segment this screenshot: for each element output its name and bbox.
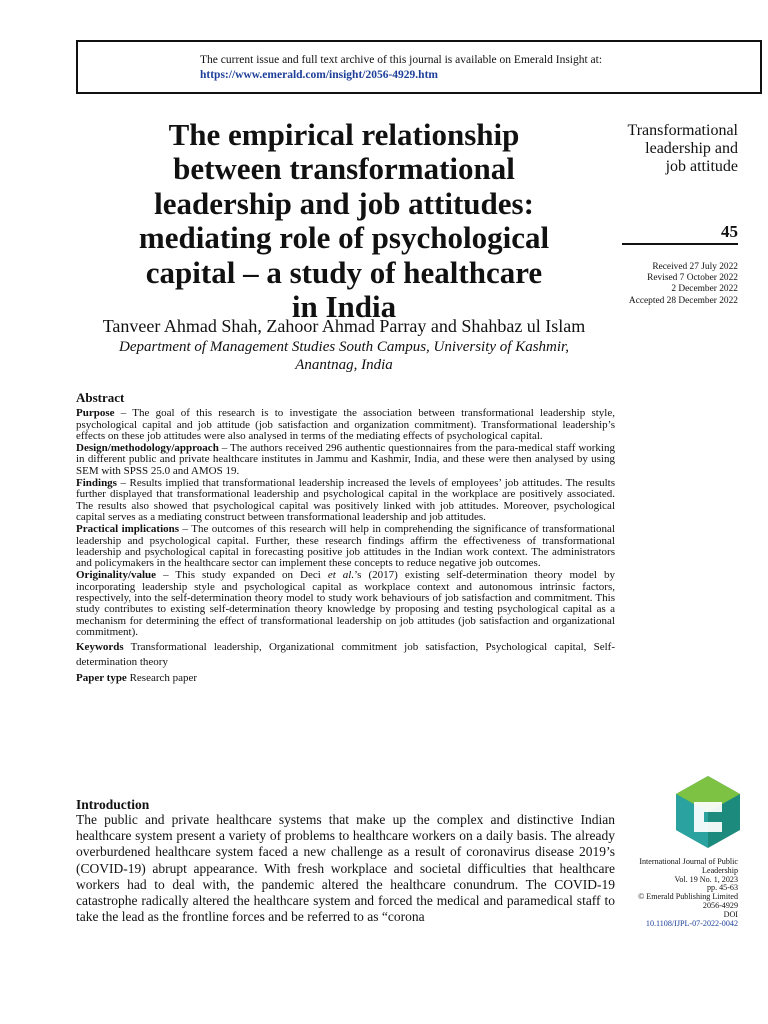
emerald-publishing-logo bbox=[676, 776, 740, 848]
abstract-heading: Abstract bbox=[76, 390, 125, 405]
running-title-line: Transformational bbox=[627, 122, 738, 139]
abstract-practical bbox=[76, 524, 615, 569]
date-line: 2 December 2022 bbox=[671, 284, 738, 295]
journal-info bbox=[638, 858, 738, 928]
findings-label: Findings bbox=[76, 477, 117, 490]
design-label: Design/methodology/approach bbox=[76, 442, 219, 455]
practical-text: – The outcomes of this research will help in comprehending the significance of transformational leadership and psychological capital. Further, these research findings affirm the effectiveness of transformational leadership and psychological capital in forecasting positive job attitudes in the Indian work context. The administrators and policymakers in the healthcare sector can implement these concepts to reduce negative job outcomes. bbox=[76, 523, 615, 570]
journal-line: pp. 45-63 bbox=[706, 883, 738, 893]
title-line: capital – a study of healthcare bbox=[145, 254, 543, 290]
affiliation-line: Anantnag, India bbox=[295, 357, 393, 373]
title-line: mediating role of psychological bbox=[138, 220, 550, 256]
running-title-line: job attitude bbox=[665, 158, 738, 175]
date-line: Received 27 July 2022 bbox=[652, 262, 738, 272]
doi-link[interactable]: 10.1108/IJPL-07-2022-0042 bbox=[645, 918, 738, 928]
originality-text: – This study expanded on Deci bbox=[156, 569, 328, 582]
journal-availability-box bbox=[76, 40, 762, 94]
keywords-text: Transformational leadership, Organizational commitment job satisfaction, Psychological capital, Self-determination theory bbox=[76, 641, 615, 669]
author-list: Tanveer Ahmad Shah, Zahoor Ahmad Parray and Shahbaz ul Islam bbox=[102, 316, 586, 336]
journal-line: 2056-4929 bbox=[702, 900, 738, 910]
margin-rule bbox=[622, 243, 738, 245]
title-line: in India bbox=[291, 289, 397, 325]
paper-type-label: Paper type bbox=[76, 672, 127, 685]
et-al: et al. bbox=[327, 569, 355, 582]
paper-type-text: Research paper bbox=[126, 672, 198, 685]
abstract-purpose bbox=[76, 408, 615, 442]
abstract-paper-type bbox=[76, 671, 615, 686]
affiliation-line: Department of Management Studies South Campus, University of Kashmir, bbox=[119, 339, 569, 355]
introduction-text: The public and private healthcare systems that make up the complex and distinctive Indian healthcare system present a variety of problems to healthcare workers on a daily basis. The already overburdened healthcare system faced a new challenge as a result of coronavirus disease 2019’s (COVID-19) abrupt appearance. With fresh workplace and societal difficulties that healthcare workers had to deal with, the pandemic altered the healthcare conundrum. The COVID-19 catastrophe radically altered the healthcare system and forced the medical and paramedical staff to take the lead as the frontline forces and be referred to as “corona bbox=[76, 812, 615, 925]
abstract-design bbox=[76, 443, 615, 477]
practical-label: Practical implications bbox=[76, 523, 180, 536]
received-dates bbox=[629, 262, 738, 307]
abstract-section bbox=[76, 392, 615, 687]
title-line: The empirical relationship bbox=[168, 117, 520, 152]
page-number: 45 bbox=[721, 222, 738, 241]
article-title bbox=[76, 118, 612, 324]
journal-line: Leadership bbox=[702, 865, 738, 875]
date-line: Accepted 28 December 2022 bbox=[628, 295, 738, 306]
design-text: – The authors received 296 authentic questionnaires from the para-medical staff working in different public and private healthcare institutes in Jammu and Kashmir, India, and these were then analysed by using SEM with SPSS 25.0 and AMOS 19. bbox=[76, 442, 615, 477]
affiliation bbox=[76, 338, 612, 374]
abstract-originality bbox=[76, 570, 615, 638]
originality-text: ’s (2017) existing self-determination theory model by incorporating leadership style and psychological capital as workplace context and autonomous intrinsic factors, respectively, into the self-determination theory model to study work behaviours of job satisfaction and commitment. This study contributes to existing self-determination theory knowledge by proposing and testing psychological capital as a mechanism for determining the effect of transformational leadership on job attitudes (job satisfaction and organizational commitment). bbox=[76, 569, 615, 638]
journal-line: © Emerald Publishing Limited bbox=[638, 892, 738, 902]
date-line: Revised 7 October 2022 bbox=[647, 273, 738, 284]
doi-label: DOI bbox=[723, 909, 738, 919]
purpose-text: – The goal of this research is to investigate the association between transformational leadership style, psychological capital and job attitude (job satisfaction and organization commitment). Transformational leadership’s effects on these job attitudes were also analysed in terms of the mediating effects of psychological capital. bbox=[76, 407, 615, 442]
running-title-line: leadership and bbox=[645, 140, 738, 157]
abstract-keywords bbox=[76, 640, 615, 670]
doi-line bbox=[638, 911, 738, 929]
title-line: between transformational bbox=[173, 151, 515, 187]
introduction-heading: Introduction bbox=[76, 797, 150, 812]
purpose-label: Purpose bbox=[76, 407, 115, 420]
availability-text: The current issue and full text archive of this journal is available on Emerald Insight at: bbox=[200, 54, 603, 66]
running-title bbox=[627, 122, 738, 176]
abstract-findings bbox=[76, 478, 615, 523]
title-line: leadership and job attitudes: bbox=[154, 185, 534, 221]
findings-text: – Results implied that transformational leadership increased the levels of employees’ job attitudes. The results further displayed that transformational leadership and psychological capital in the workplace are positively associated. The results also showed that psychological capital was positively linked with job attitudes. Moreover, psychological capital serves as a mediating construct between transformational leadership and job attitudes. bbox=[76, 477, 615, 523]
journal-line: International Journal of Public bbox=[639, 857, 738, 866]
originality-label: Originality/value bbox=[76, 569, 157, 582]
journal-url-link[interactable]: https://www.emerald.com/insight/2056-4929.htm bbox=[200, 69, 438, 81]
keywords-label: Keywords bbox=[76, 641, 124, 654]
journal-line: Vol. 19 No. 1, 2023 bbox=[674, 874, 738, 884]
